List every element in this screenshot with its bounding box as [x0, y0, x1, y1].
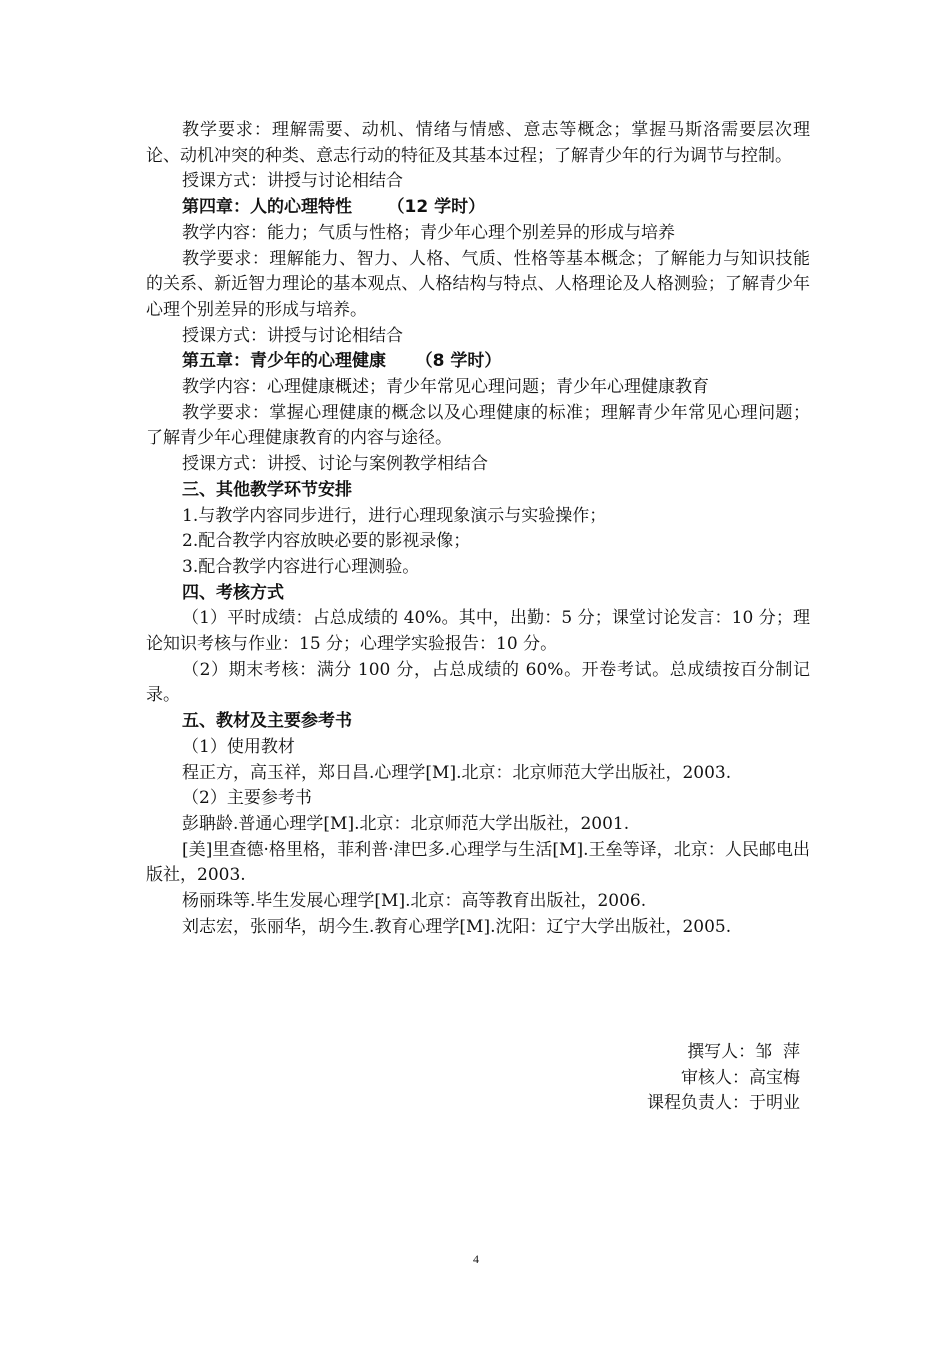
chapter5-requirement: 教学要求：掌握心理健康的概念以及心理健康的标准；理解青少年常见心理问题；了解青少年心理健康教育的内容与途径。: [146, 402, 810, 449]
textbook-label: （1）使用教材: [182, 736, 295, 757]
section3-item: 1.与教学内容同步进行，进行心理现象演示与实验操作；: [182, 505, 607, 526]
textbook-entry: 程正方，高玉祥，郑日昌.心理学[M].北京：北京师范大学出版社，2003.: [182, 762, 732, 783]
owner-signature: 课程负责人：于明业: [647, 1093, 800, 1114]
reviewer-signature: 审核人：高宝梅: [681, 1067, 800, 1088]
chapter4-method: 授课方式：讲授与讨论相结合: [182, 325, 403, 346]
chapter3-method: 授课方式：讲授与讨论相结合: [182, 171, 403, 192]
signature-block: [560, 1040, 800, 1117]
section4-item: （2）期末考核：满分 100 分，占总成绩的 60%。开卷考试。总成绩按百分制记录。: [146, 659, 810, 706]
section3-heading: 三、其他教学环节安排: [182, 479, 352, 500]
section3-item: 3.配合教学内容进行心理测验。: [182, 556, 420, 577]
chapter5-content: 教学内容：心理健康概述；青少年常见心理问题；青少年心理健康教育: [182, 377, 709, 398]
chapter4-heading: 第四章：人的心理特性 （12 学时）: [182, 197, 486, 218]
reference-entry: 彭聃龄.普通心理学[M].北京：北京师范大学出版社，2001.: [182, 813, 630, 834]
chapter4-content: 教学内容：能力；气质与性格；青少年心理个别差异的形成与培养: [182, 222, 675, 243]
document-body: [146, 118, 810, 941]
page-number: 4: [473, 1252, 479, 1266]
writer-signature: 撰写人：邹 萍: [687, 1042, 800, 1062]
section5-heading: 五、教材及主要参考书: [182, 711, 352, 732]
reference-entry: 刘志宏，张丽华，胡今生.教育心理学[M].沈阳：辽宁大学出版社，2005.: [182, 916, 732, 937]
section4-item: （1）平时成绩：占总成绩的 40%。其中，出勤：5 分；课堂讨论发言：10 分；理论知识考核与作业：15 分；心理学实验报告：10 分。: [146, 608, 810, 655]
chapter4-requirement: 教学要求：理解能力、智力、人格、气质、性格等基本概念；了解能力与知识技能的关系、新近智力理论的基本观点、人格结构与特点、人格理论及人格测验；了解青少年心理个别差异的形成与培养。: [146, 248, 810, 320]
chapter5-method: 授课方式：讲授、讨论与案例教学相结合: [182, 454, 488, 475]
chapter3-requirement: 教学要求：理解需要、动机、情绪与情感、意志等概念；掌握马斯洛需要层次理论、动机冲突的种类、意志行动的特征及其基本过程；了解青少年的行为调节与控制。: [146, 120, 810, 166]
section3-item: 2.配合教学内容放映必要的影视录像；: [182, 531, 471, 552]
reference-entry: 杨丽珠等.毕生发展心理学[M].北京：高等教育出版社，2006.: [182, 891, 647, 912]
references-label: （2）主要参考书: [182, 788, 312, 809]
section4-heading: 四、考核方式: [182, 582, 284, 603]
chapter5-heading: 第五章：青少年的心理健康 （8 学时）: [182, 351, 502, 372]
reference-entry: [美]里查德·格里格，菲利普·津巴多.心理学与生活[M].王垒等译，北京：人民邮电出版社，2003.: [146, 839, 810, 886]
